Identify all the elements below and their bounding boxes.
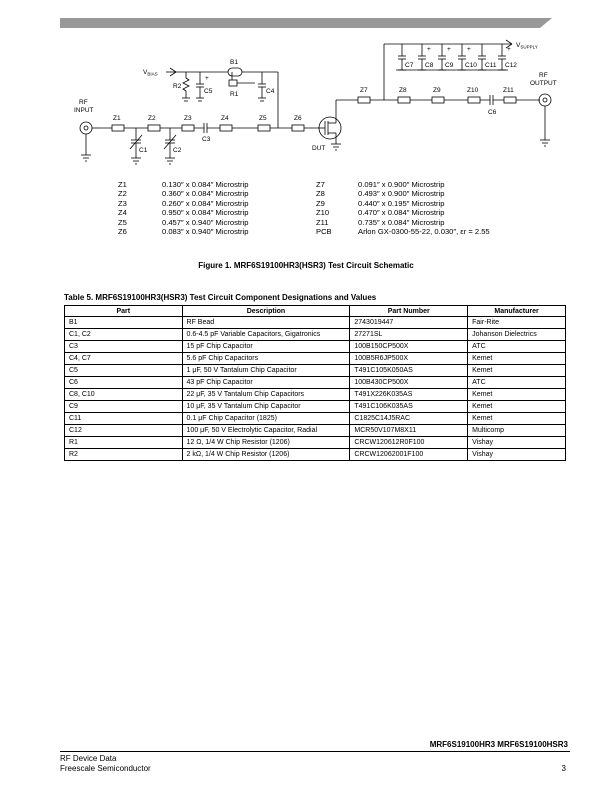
z-desc: 0.470″ x 0.084″ Microstrip: [358, 208, 445, 218]
figure-caption: Figure 1. MRF6S19100HR3(HSR3) Test Circuit Schematic: [198, 261, 414, 270]
c9-label: C9: [445, 62, 454, 69]
rf-output-label: RF: [539, 72, 548, 79]
cell-description: 15 pF Chip Capacitor: [182, 341, 350, 353]
cell-description: 0.1 μF Chip Capacitor (1825): [182, 413, 350, 425]
z-ref: Z5: [118, 217, 127, 227]
c7-label: C7: [405, 62, 414, 69]
table-row: [65, 425, 566, 437]
header-part-number: Part Number: [350, 306, 468, 317]
table-row: [65, 437, 566, 449]
header-manufacturer: Manufacturer: [468, 306, 566, 317]
cell-part: R2: [65, 449, 183, 461]
z-desc: 0.950″ x 0.084″ Microstrip: [162, 208, 249, 218]
table-row: [65, 377, 566, 389]
header-part: Part: [65, 306, 183, 317]
c3-label: C3: [202, 136, 211, 143]
cell-part: R1: [65, 437, 183, 449]
header-bar: [60, 18, 552, 28]
table-row: [65, 353, 566, 365]
cell-manufacturer: Vishay: [468, 449, 566, 461]
c10-label: C10: [465, 62, 477, 69]
cell-part-number: 100B5R6JP500X: [350, 353, 468, 365]
z11-label: Z11: [503, 87, 514, 94]
z10-label: Z10: [467, 87, 479, 94]
cell-part: C6: [65, 377, 183, 389]
z5-label: Z5: [259, 115, 267, 122]
z-desc: 0.493″ x 0.900″ Microstrip: [358, 189, 445, 199]
table-row: [65, 389, 566, 401]
c2-label: C2: [173, 147, 182, 154]
z-ref: Z7: [316, 180, 325, 189]
z-ref: Z1: [118, 180, 127, 189]
cell-description: 0.6‑4.5 pF Variable Capacitors, Gigatronics: [182, 329, 350, 341]
cell-part: C3: [65, 341, 183, 353]
footer-divider: [60, 751, 570, 752]
r1-label: R1: [230, 91, 239, 98]
z-ref: Z3: [118, 198, 127, 208]
cell-manufacturer: Kemet: [468, 365, 566, 377]
cell-manufacturer: Kemet: [468, 401, 566, 413]
cell-manufacturer: Multicomp: [468, 425, 566, 437]
header-description: Description: [182, 306, 350, 317]
z-desc: 0.130″ x 0.084″ Microstrip: [162, 180, 249, 189]
dut-label: DUT: [312, 145, 326, 152]
cell-manufacturer: Johanson Dielectrics: [468, 329, 566, 341]
z-ref: Z9: [316, 198, 325, 208]
c1-label: C1: [139, 147, 148, 154]
cell-part-number: 27271SL: [350, 329, 468, 341]
cell-manufacturer: Kemet: [468, 413, 566, 425]
z-desc: 0.360″ x 0.084″ Microstrip: [162, 189, 249, 199]
cell-description: 2 kΩ, 1/4 W Chip Resistor (1206): [182, 449, 350, 461]
cell-part-number: T491C105K050AS: [350, 365, 468, 377]
z-desc: 0.083″ x 0.940″ Microstrip: [162, 227, 249, 236]
plus-label: +: [507, 46, 511, 53]
cell-manufacturer: Kemet: [468, 389, 566, 401]
z-desc: 0.091″ x 0.900″ Microstrip: [358, 180, 445, 189]
table-row: [65, 365, 566, 377]
z-ref: Z4: [118, 208, 127, 218]
cell-manufacturer: Vishay: [468, 437, 566, 449]
cell-part: C1, C2: [65, 329, 183, 341]
z-ref: Z10: [316, 208, 330, 218]
z6-label: Z6: [294, 115, 302, 122]
cell-part-number: 2743019447: [350, 317, 468, 329]
z-desc: 0.260″ x 0.084″ Microstrip: [162, 198, 249, 208]
c11-label: C11: [485, 62, 497, 69]
cell-part: C8, C10: [65, 389, 183, 401]
cell-description: 10 μF, 35 V Tantalum Chip Capacitor: [182, 401, 350, 413]
z1-label: Z1: [113, 115, 121, 122]
rf-output-label: OUTPUT: [530, 80, 557, 87]
z-ref: Z11: [316, 217, 329, 227]
r2-label: R2: [173, 83, 182, 90]
b1-label: B1: [230, 59, 238, 66]
z4-label: Z4: [221, 115, 229, 122]
c5-label: C5: [204, 88, 213, 95]
plus-label: +: [467, 46, 471, 53]
vbias-label: $V_{BIAS}$: [143, 69, 158, 77]
plus-label: +: [205, 75, 209, 82]
table-header-row: [65, 306, 566, 317]
cell-part-number: 100B430CP500X: [350, 377, 468, 389]
c12-label: C12: [505, 62, 517, 69]
rf-input-label: INPUT: [74, 107, 94, 114]
z-desc: 0.735″ x 0.084″ Microstrip: [358, 217, 445, 227]
z-ref: Z2: [118, 189, 127, 199]
table-row: [65, 401, 566, 413]
cell-part-number: T491C106K035AS: [350, 401, 468, 413]
cell-description: 1 μF, 50 V Tantalum Chip Capacitor: [182, 365, 350, 377]
footer-line-2: Freescale Semiconductor: [60, 764, 151, 773]
test-circuit-schematic: [0, 30, 612, 170]
z3-label: Z3: [184, 115, 192, 122]
cell-part: B1: [65, 317, 183, 329]
z9-label: Z9: [433, 87, 441, 94]
table-row: [65, 317, 566, 329]
cell-part: C12: [65, 425, 183, 437]
c8-label: C8: [425, 62, 434, 69]
z7-label: Z7: [360, 87, 368, 94]
cell-description: 5.6 pF Chip Capacitors: [182, 353, 350, 365]
cell-part-number: 100B150CP500X: [350, 341, 468, 353]
footer-part-numbers: MRF6S19100HR3 MRF6S19100HSR3: [429, 740, 568, 749]
z-ref: Z8: [316, 189, 325, 199]
z-desc: 0.440″ x 0.195″ Microstrip: [358, 198, 445, 208]
table-row: [65, 449, 566, 461]
cell-part: C4, C7: [65, 353, 183, 365]
z2-label: Z2: [148, 115, 156, 122]
plus-label: +: [447, 46, 451, 53]
z8-label: Z8: [399, 87, 407, 94]
vsupply-label: $V_{SUPPLY}$: [516, 42, 538, 50]
cell-part-number: CRCW120612R0F100: [350, 437, 468, 449]
page-number: 3: [561, 764, 566, 773]
cell-description: 100 μF, 50 V Electrolytic Capacitor, Radial: [182, 425, 350, 437]
cell-description: 22 μF, 35 V Tantalum Chip Capacitors: [182, 389, 350, 401]
cell-description: RF Bead: [182, 317, 350, 329]
cell-manufacturer: Kemet: [468, 353, 566, 365]
c4-label: C4: [266, 88, 275, 95]
c6-label: C6: [488, 109, 497, 116]
cell-part-number: T491X226K035AS: [350, 389, 468, 401]
z-ref: Z6: [118, 227, 127, 236]
cell-manufacturer: Fair‑Rite: [468, 317, 566, 329]
rf-input-label: RF: [79, 99, 88, 106]
cell-manufacturer: ATC: [468, 377, 566, 389]
cell-part-number: CRCW12062001F100: [350, 449, 468, 461]
table-row: [65, 329, 566, 341]
z-desc: Arlon GX‑0300‑55‑22, 0.030″, εr = 2.55: [358, 227, 490, 236]
cell-part: C5: [65, 365, 183, 377]
table-row: [65, 341, 566, 353]
plus-label: +: [427, 46, 431, 53]
cell-manufacturer: ATC: [468, 341, 566, 353]
component-table: [64, 305, 566, 461]
footer-line-1: RF Device Data: [60, 754, 117, 763]
cell-part: C11: [65, 413, 183, 425]
cell-part-number: C1825C14J5RAC: [350, 413, 468, 425]
table-row: [65, 413, 566, 425]
cell-description: 43 pF Chip Capacitor: [182, 377, 350, 389]
z-desc: 0.457″ x 0.940″ Microstrip: [162, 217, 249, 227]
cell-part: C9: [65, 401, 183, 413]
z-ref: PCB: [316, 227, 332, 236]
table-title: Table 5. MRF6S19100HR3(HSR3) Test Circuit Component Designations and Values: [64, 293, 377, 302]
cell-description: 12 Ω, 1/4 W Chip Resistor (1206): [182, 437, 350, 449]
cell-part-number: MCR50V107M8X11: [350, 425, 468, 437]
